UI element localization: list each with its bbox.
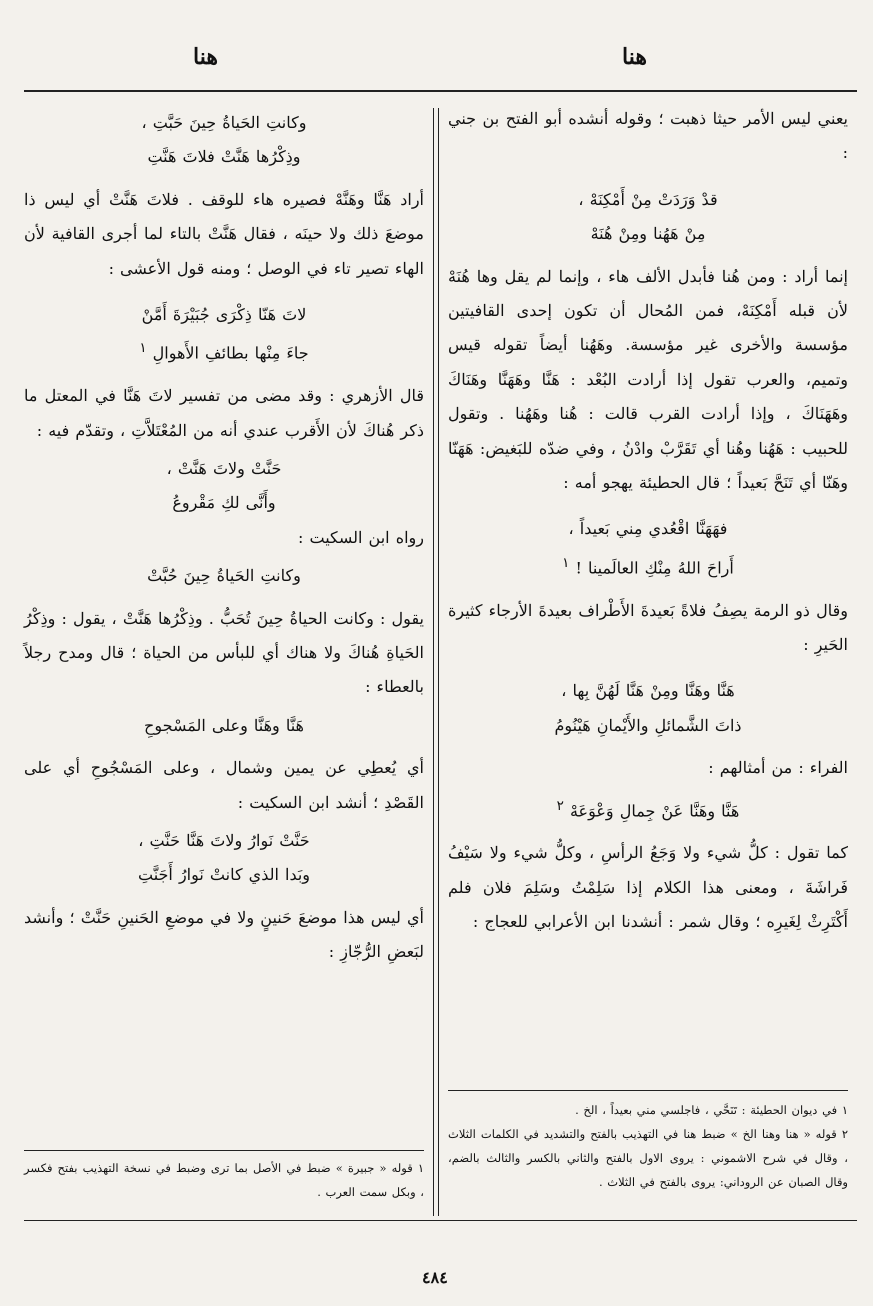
page-number: ٤٨٤ bbox=[422, 1268, 448, 1287]
header-rule bbox=[24, 90, 857, 92]
verse-text: جاءَ مِنْها بطائفِ الأَهوالِ bbox=[152, 343, 309, 363]
paragraph: أراد هَنَّا وهَنَّهْ فصيره هاء للوقف . فلاتَ هَنَّتْ أي ليس ذا موضعَ ذلك ولا حينَه ، فقال هَنَّتْ بالتاء لما أجرى القافية لأن الهاء تصير تاء في الوصل ؛ ومنه قول الأعشى : bbox=[24, 189, 424, 278]
footnote-marker: ٢ bbox=[556, 798, 564, 814]
verse-line: وكانتِ الحَياةُ حِينَ حَبَّتِ ، bbox=[141, 113, 307, 132]
left-column bbox=[24, 102, 424, 970]
footnote: ١ في ديوان الحطيئة : تَنَحَّي ، فاجلسي مني بعيداً ، الخ . bbox=[575, 1103, 848, 1117]
verse-line: وبَدا الذي كانتْ نَوارُ أَجَنَّتِ bbox=[137, 865, 311, 885]
paragraph: يقول : وكانت الحياةُ حِينَ تُحَبُّ . وذِكْرُها هَنَّتْ ، يقول : وذِكْرُ الحَياةِ هُناكَ ولا هناك أي للبأس من الحياة ؛ قال ومدح رجلاً بالعطاء : bbox=[24, 608, 424, 697]
paragraph: وقال ذو الرمة يصِفُ فلاةً بَعيدةَ الأَطْراف بعيدةَ الأرجاء كثيرة الحَيرِ : bbox=[448, 600, 848, 655]
column-divider-line bbox=[433, 108, 434, 1216]
paragraph: أي ليس هذا موضعَ حَنينٍ ولا في موضعِ الحَنينِ حَنَّتْ ؛ وأنشد لبَعضِ الرُّجّازِ : bbox=[24, 907, 425, 962]
verse-line bbox=[448, 547, 848, 586]
verse-line: حَنَّتْ ولاتَ هَنَّتْ ، bbox=[166, 458, 282, 478]
verse-line: ذاتَ الشَّمائلِ والأَيْمانِ هَيْنُومُ bbox=[554, 715, 742, 735]
verse-line: مِنْ هَهُنا ومِنْ هُنَهْ bbox=[590, 224, 706, 244]
paragraph: كما تقول : كلُّ شيء ولا وَجَعُ الرأسِ ، وكلُّ شيء ولا سَيْفُ فَراشَةَ ، ومعنى هذا الكلام إذا سَلِمْتُ وسَلِمَ فلان فلم أَكْتَرِثْ لِغَيرِه ؛ وقال شمر : أنشدنا ابن الأعرابي للعجاج : bbox=[448, 843, 848, 932]
verse-line bbox=[24, 332, 424, 371]
verse-text: أَراحَ اللهُ مِنْكِ العالَمينا ! bbox=[575, 558, 734, 578]
paragraph: أي يُعطِي عن يمين وشمال ، وعلى المَسْجُوحِ أي على القَصْدِ ؛ أنشد ابن السكيت : bbox=[24, 758, 424, 812]
left-footnotes bbox=[24, 1156, 424, 1204]
footnote-marker: ١ bbox=[562, 555, 570, 571]
verse-line: وأَنَّى لكِ مَقْروعُ bbox=[172, 493, 276, 513]
right-footnotes bbox=[448, 1098, 848, 1194]
verse-line: وذِكْرُها هَنَّتْ فلاتَ هَنَّتِ bbox=[147, 147, 301, 167]
paragraph: إنما أراد : ومن هُنا فأبدل الألف هاء ، وإنما لم يقل وها هُنَهْ لأن قبله أَمْكِنَهْ، فمن المُحال أن تكون إحدى القافيتين مؤسسة والأخرى غير مؤسسة. وهَهُنا أيضاً تقوله قيس وتميم، والعرب تقول إذا أرادت البُعْد : هَنَّا وهَهَنَّا وهَنَاكَ وهَهَنَاكَ ، وإذا أرادت القرب قالت : هُنا وهَهُنا . وتقول للحبيب : هَهُنا وهُنا أي تَقَرَّبْ وادْنُ ، وفي ضدّه للبَغيض: هَهَنّا وهَنّا أي تَنَحَّ بَعيداً ؛ قال الحطيئة يهجو أمه : bbox=[448, 266, 848, 493]
verse-line: لاتَ هَنّا ذِكْرَى جُبَيْرَةَ أَمَّنْ bbox=[141, 305, 307, 325]
footnote-marker: ١ bbox=[139, 341, 147, 357]
footnote: ١ قوله « جبيرة » ضبط في الأصل بما ترى وضبط في نسخة التهذيب بفتح فكسر ، وبكل سمت العرب . bbox=[24, 1161, 424, 1199]
paragraph: رواه ابن السكيت : bbox=[298, 527, 424, 547]
verse-line: وكانتِ الحَياةُ حِينَ حُبَّتْ bbox=[147, 566, 301, 586]
right-header-title: هنا bbox=[622, 44, 647, 70]
verse-line: هَنَّا وهَنَّا وعلى المَسْجوحِ bbox=[144, 715, 304, 735]
paragraph: يعني ليس الأمر حيثا ذهبت ؛ وقوله أنشده أبو الفتح بن جني : bbox=[448, 109, 848, 163]
verse-line bbox=[448, 790, 848, 829]
footer-rule bbox=[24, 1220, 857, 1221]
paragraph: قال الأزهري : وقد مضى من تفسير لاتَ هَنَّا في المعتل ما ذكر هُناكَ لأن الأَقرب عندي أنه من المُعْتَلاَّتِ ، وتقدّم فيه : bbox=[24, 386, 424, 440]
verse-line: فهَهَنَّا اقْعُدي مِني بَعيداً ، bbox=[568, 519, 728, 539]
right-column bbox=[448, 102, 848, 940]
left-header-title: هنا bbox=[193, 44, 218, 70]
verse-text: هَنَّا وهَنَّا عَنْ جِمالِ وَعْوَعَهْ bbox=[569, 800, 740, 820]
footnote-rule bbox=[448, 1090, 848, 1091]
verse-line: قدْ وَرَدَتْ مِنْ أَمْكِنَهْ ، bbox=[578, 189, 718, 209]
verse-line: هَنَّا وهَنَّا ومِنْ هَنَّا لَهُنَّ بِها ، bbox=[561, 681, 735, 701]
verse-line: حَنَّتْ نَوارُ ولاتَ هَنَّا حَنَّتِ ، bbox=[138, 831, 310, 851]
paragraph: الفراء : من أمثالهم : bbox=[708, 758, 848, 778]
footnote-rule bbox=[24, 1150, 424, 1151]
column-divider-line-outer bbox=[438, 108, 439, 1216]
footnote: ٢ قوله « هنا وهنا الخ » ضبط هنا في التهذيب بالفتح والتشديد في الكلمات الثلاث ، وقال في شرح الاشموني : يروى الاول بالفتح والثاني بالكسر والثالث بالضم، وقال الصبان عن الروداني: يروى بالفتح في الثلاث . bbox=[448, 1127, 848, 1189]
